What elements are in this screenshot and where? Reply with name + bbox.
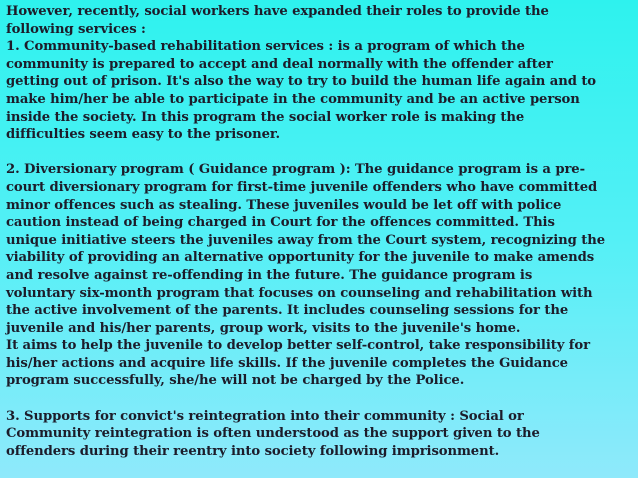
reintegration-paragraph: 3. Supports for convict's reintegration into their community : Social or Community reintegration is often understood as the support given to the offenders during their reentry into society following imprisonment. [6,408,540,459]
intro-paragraph: However, recently, social workers have expanded their roles to provide the following services : 1. Community-based rehabilitation services : is a program of which the community is prepared to accept and deal normally with the offender after getting out of prison. It's also the way to try to build the human life again and to make him/her be able to participate in the community and be an active person inside the society. In this program the social worker role is making the difficulties seem easy to the prisoner. [6,4,597,143]
diversionary-program-paragraph: 2. Diversionary program ( Guidance program ): The guidance program is a pre- court diversionary program for first-time juvenile offenders who have committed minor offences such as stealing. These juveniles would be let off with police caution instead of being charged in Court for the offences committed. This unique initiative steers the juveniles away from the Court system, recognizing the viability of providing an alternative opportunity for the juvenile to make amends and resolve against re-offending in the future. The guidance program is voluntary six-month program that focuses on counseling and rehabilitation with the active involvement of the parents. It includes counseling sessions for the juvenile and his/her parents, group work, visits to the juvenile's home. It aims to help the juvenile to develop better self-control, take responsibility for his/her actions and acquire life skills. If the juvenile completes the Guidance program successfully, she/he will not be charged by the Police. [6,162,606,389]
paragraph-spacer [6,390,634,408]
slide-body [6,3,634,460]
paragraph-spacer [6,144,634,162]
